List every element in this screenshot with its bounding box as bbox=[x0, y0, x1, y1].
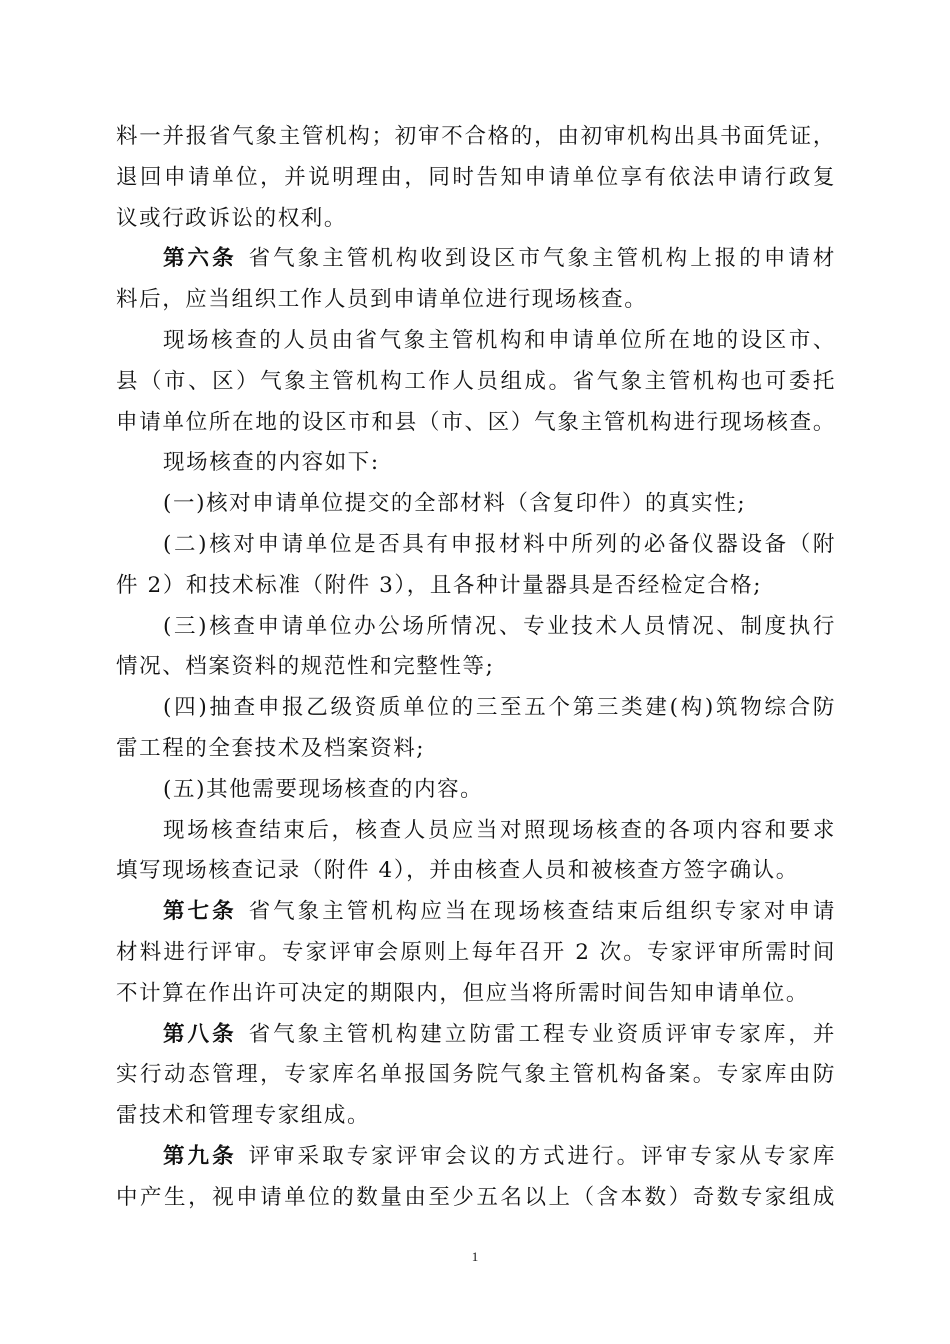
article-7-line: 第七条 省气象主管机构应当在现场核查结束后组织专家对申请 bbox=[163, 899, 836, 925]
page-number: 1 bbox=[471, 1249, 479, 1264]
article-6-line: 第六条 省气象主管机构收到设区市气象主管机构上报的申请材 bbox=[163, 246, 836, 272]
text-line: 中产生，视申请单位的数量由至少五名以上（含本数）奇数专家组成 bbox=[116, 1184, 836, 1210]
text-line: 现场核查结束后，核查人员应当对照现场核查的各项内容和要求 bbox=[163, 817, 836, 843]
text-line: 县（市、区）气象主管机构工作人员组成。省气象主管机构也可委托 bbox=[116, 368, 836, 394]
text-line: 不计算在作出许可决定的期限内，但应当将所需时间告知申请单位。 bbox=[116, 980, 810, 1006]
article-heading: 第九条 bbox=[163, 1143, 237, 1169]
list-item: (三)核查申请单位办公场所情况、专业技术人员情况、制度执行 bbox=[163, 613, 836, 639]
text-line: 料一并报省气象主管机构；初审不合格的，由初审机构出具书面凭证， bbox=[116, 124, 836, 149]
text-line: 现场核查的内容如下: bbox=[163, 450, 380, 476]
text-line: 雷技术和管理专家组成。 bbox=[116, 1103, 371, 1129]
text-line: 现场核查的人员由省气象主管机构和申请单位所在地的设区市、 bbox=[163, 327, 836, 353]
list-item: (二)核对申请单位是否具有申报材料中所列的必备仪器设备（附 bbox=[163, 531, 836, 557]
text-line: 填写现场核查记录（附件 4），并由核查人员和被核查方签字确认。 bbox=[116, 858, 799, 884]
text-line: 雷工程的全套技术及档案资料; bbox=[116, 735, 426, 761]
list-item: (一)核对申请单位提交的全部材料（含复印件）的真实性; bbox=[163, 491, 747, 517]
article-heading: 第七条 bbox=[163, 899, 237, 925]
text-line: 申请单位所在地的设区市和县（市、区）气象主管机构进行现场核查。 bbox=[116, 409, 836, 435]
text-line: 料后，应当组织工作人员到申请单位进行现场核查。 bbox=[116, 287, 648, 313]
list-item: (四)抽查申报乙级资质单位的三至五个第三类建(构)筑物综合防 bbox=[163, 695, 836, 721]
article-heading: 第八条 bbox=[163, 1021, 237, 1047]
text-line: 材料进行评审。专家评审会原则上每年召开 2 次。专家评审所需时间 bbox=[116, 939, 836, 965]
text-line: 实行动态管理，专家库名单报国务院气象主管机构备案。专家库由防 bbox=[116, 1062, 836, 1088]
document-body bbox=[116, 117, 836, 1219]
text-line: 件 2）和技术标准（附件 3），且各种计量器具是否经检定合格; bbox=[116, 572, 763, 598]
list-item: (五)其他需要现场核查的内容。 bbox=[163, 776, 484, 802]
text-line: 退回申请单位，并说明理由，同时告知申请单位享有依法申请行政复 bbox=[116, 164, 836, 190]
article-9-line: 第九条 评审采取专家评审会议的方式进行。评审专家从专家库 bbox=[163, 1143, 836, 1169]
article-8-line: 第八条 省气象主管机构建立防雷工程专业资质评审专家库，并 bbox=[163, 1021, 836, 1047]
text-line: 议或行政诉讼的权利。 bbox=[116, 205, 348, 231]
text-line: 情况、档案资料的规范性和完整性等; bbox=[116, 654, 495, 680]
article-heading: 第六条 bbox=[163, 246, 237, 272]
